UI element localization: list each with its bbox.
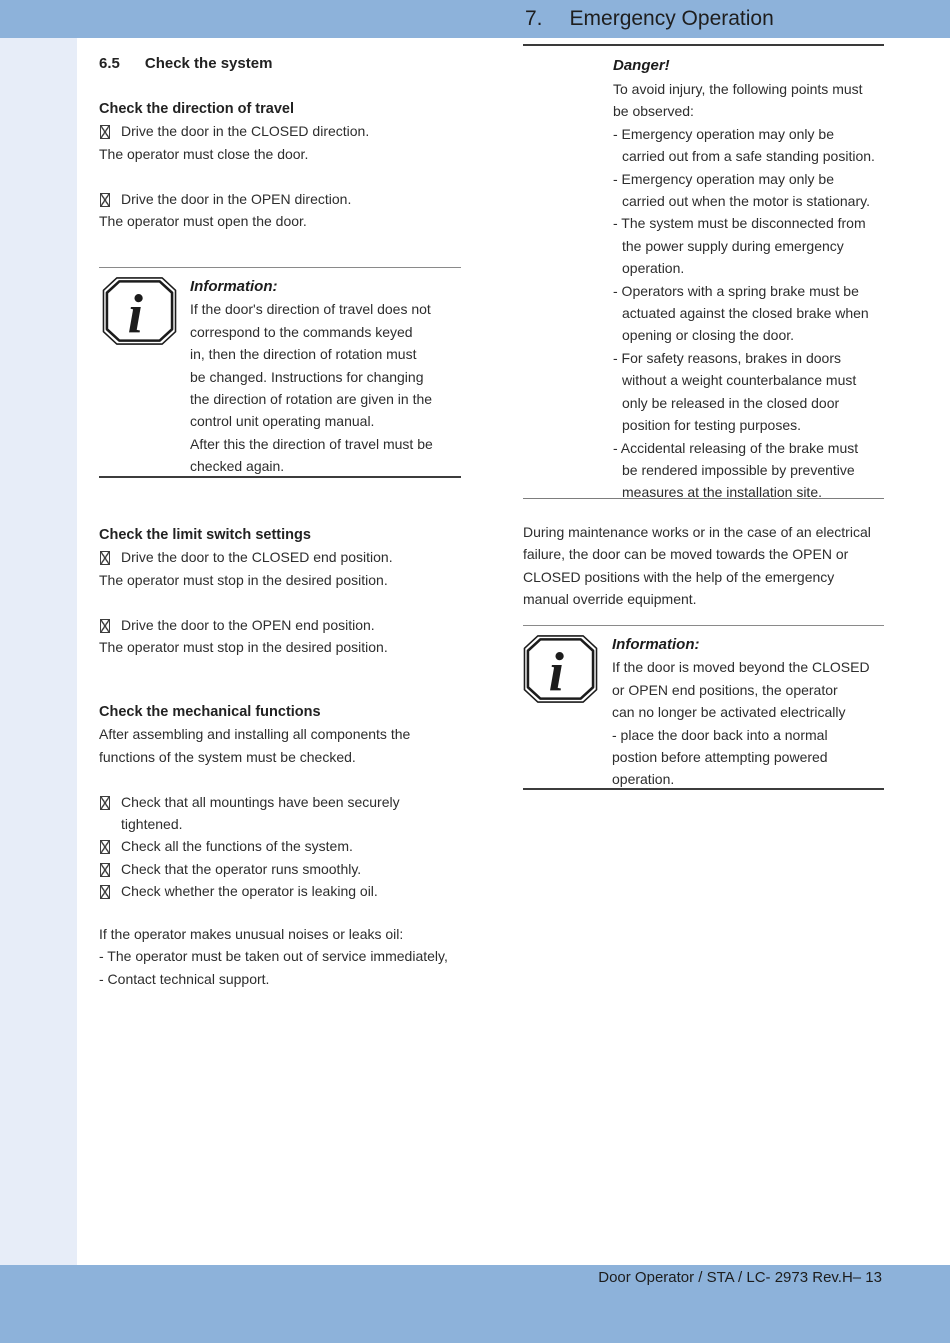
info-line: in, then the direction of rotation must: [190, 346, 417, 363]
info-line: control unit operating manual.: [190, 413, 375, 430]
danger-line: only be released in the closed door: [622, 394, 840, 411]
information-i-icon: [523, 634, 598, 710]
maintenance-line: failure, the door can be moved towards the OPEN or: [523, 546, 849, 563]
information-box: [99, 267, 461, 478]
step-action: Drive the door to the CLOSED end position.: [121, 549, 393, 566]
checklist-line: Check whether the operator is leaking oil.: [121, 883, 378, 900]
danger-line: operation.: [622, 260, 685, 277]
information-box: [523, 625, 884, 790]
danger-line: - Emergency operation may only be: [613, 125, 834, 142]
subsection-heading: Check the limit switch settings: [99, 527, 311, 543]
danger-line: carried out when the motor is stationary.: [622, 193, 870, 210]
intro-line: After assembling and installing all components the: [99, 726, 411, 743]
chapter-heading: [525, 6, 774, 32]
danger-line: - Accidental releasing of the brake must: [613, 439, 859, 456]
info-line: If the door's direction of travel does not: [190, 301, 431, 318]
checkbox-glyph-icon: [100, 885, 110, 899]
info-line: If the door is moved beyond the CLOSED: [612, 659, 870, 676]
info-line: checked again.: [190, 458, 285, 475]
danger-line: be rendered impossible by preventive: [622, 461, 855, 478]
checklist-line: Check that the operator runs smoothly.: [121, 860, 362, 877]
step-result: The operator must stop in the desired position.: [99, 571, 388, 588]
section-number: 6.5: [99, 55, 120, 72]
danger-line: the power supply during emergency: [622, 237, 844, 254]
checklist-item: [99, 858, 461, 880]
maintenance-line: manual override equipment.: [523, 591, 697, 608]
chapter-title: Emergency Operation: [569, 7, 774, 30]
danger-block: [523, 54, 950, 504]
header-banner: [0, 0, 950, 38]
info-line: the direction of rotation are given in the: [190, 391, 433, 408]
info-line: can no longer be activated electrically: [612, 704, 846, 721]
danger-line: without a weight counterbalance must: [622, 372, 857, 389]
step-action: Drive the door in the CLOSED direction.: [121, 123, 370, 140]
info-line: or OPEN end positions, the operator: [612, 681, 838, 698]
step-result: The operator must close the door.: [99, 145, 309, 162]
danger-line: measures at the installation site.: [622, 484, 822, 501]
info-line: correspond to the commands keyed: [190, 323, 413, 340]
danger-bottom-rule: [523, 498, 884, 499]
info-title: Information:: [190, 278, 278, 295]
checklist-line: Check that all mountings have been securely: [121, 793, 400, 810]
checkbox-glyph-icon: [100, 863, 110, 877]
step-result: The operator must stop in the desired position.: [99, 639, 388, 656]
note-point: - The operator must be taken out of service immediately,: [99, 948, 448, 965]
step-action: Drive the door in the OPEN direction.: [121, 190, 352, 207]
checklist-item: [99, 835, 461, 857]
info-line: operation.: [612, 771, 675, 788]
danger-line: - The system must be disconnected from: [613, 215, 866, 232]
danger-line: - Operators with a spring brake must be: [613, 282, 859, 299]
danger-line: opening or closing the door.: [622, 327, 795, 344]
left-margin-strip: [0, 38, 77, 1265]
intro-line: functions of the system must be checked.: [99, 748, 356, 765]
danger-line: - For safety reasons, brakes in doors: [613, 349, 841, 366]
subsection-heading: Check the direction of travel: [99, 101, 294, 117]
checkbox-glyph-icon: [100, 125, 110, 139]
spacer: [99, 591, 461, 613]
checkbox-glyph-icon: [100, 551, 110, 565]
instruction-step: [99, 120, 461, 142]
instruction-step: [99, 188, 461, 210]
danger-line: - Emergency operation may only be: [613, 170, 834, 187]
info-title: Information:: [612, 636, 700, 653]
danger-title: Danger!: [613, 57, 670, 74]
checkbox-glyph-icon: [100, 796, 110, 810]
checkbox-glyph-icon: [100, 193, 110, 207]
svg-text:i: i: [127, 283, 144, 345]
step-action: Drive the door to the OPEN end position.: [121, 616, 375, 633]
section-heading: [99, 53, 461, 75]
note-intro: If the operator makes unusual noises or leaks oil:: [99, 926, 404, 942]
information-i-icon: [102, 276, 177, 352]
section-title: Check the system: [144, 55, 273, 72]
danger-line: carried out from a safe standing position.: [622, 148, 875, 165]
maintenance-line: CLOSED positions with the help of the emergency: [523, 568, 835, 585]
spacer: [99, 768, 461, 790]
info-line: - place the door back into a normal: [612, 726, 828, 743]
mechanical-functions-block: [99, 701, 461, 903]
danger-line: position for testing purposes.: [622, 417, 801, 434]
maintenance-line: During maintenance works or in the case of an electrical: [523, 524, 871, 540]
maintenance-note-block: [523, 521, 884, 611]
chapter-heading-rule: [523, 44, 884, 46]
footer-doc-reference: Door Operator / STA / LC- 2973 Rev.H– 13: [598, 1269, 882, 1286]
checklist-line: tightened.: [121, 816, 183, 833]
info-line: be changed. Instructions for changing: [190, 368, 424, 385]
checklist-item: [99, 791, 461, 836]
step-result: The operator must open the door.: [99, 213, 307, 230]
checkbox-glyph-icon: [100, 840, 110, 854]
limit-switch-block: [99, 524, 461, 658]
oil-note-block: [99, 923, 461, 990]
note-point: - Contact technical support.: [99, 970, 270, 987]
danger-line: To avoid injury, the following points must: [613, 81, 863, 97]
info-line: postion before attempting powered: [612, 749, 828, 766]
subsection-heading: Check the mechanical functions: [99, 704, 321, 720]
checkbox-glyph-icon: [100, 619, 110, 633]
danger-line: be observed:: [613, 103, 694, 120]
danger-line: actuated against the closed brake when: [622, 305, 869, 322]
spacer: [99, 165, 461, 187]
checklist-item: [99, 880, 461, 902]
direction-of-travel-block: [99, 98, 461, 232]
info-line: After this the direction of travel must be: [190, 435, 433, 452]
checklist-line: Check all the functions of the system.: [121, 838, 353, 855]
svg-text:i: i: [548, 641, 565, 703]
chapter-number: 7.: [525, 7, 543, 30]
instruction-step: [99, 614, 461, 636]
instruction-step: [99, 546, 461, 568]
